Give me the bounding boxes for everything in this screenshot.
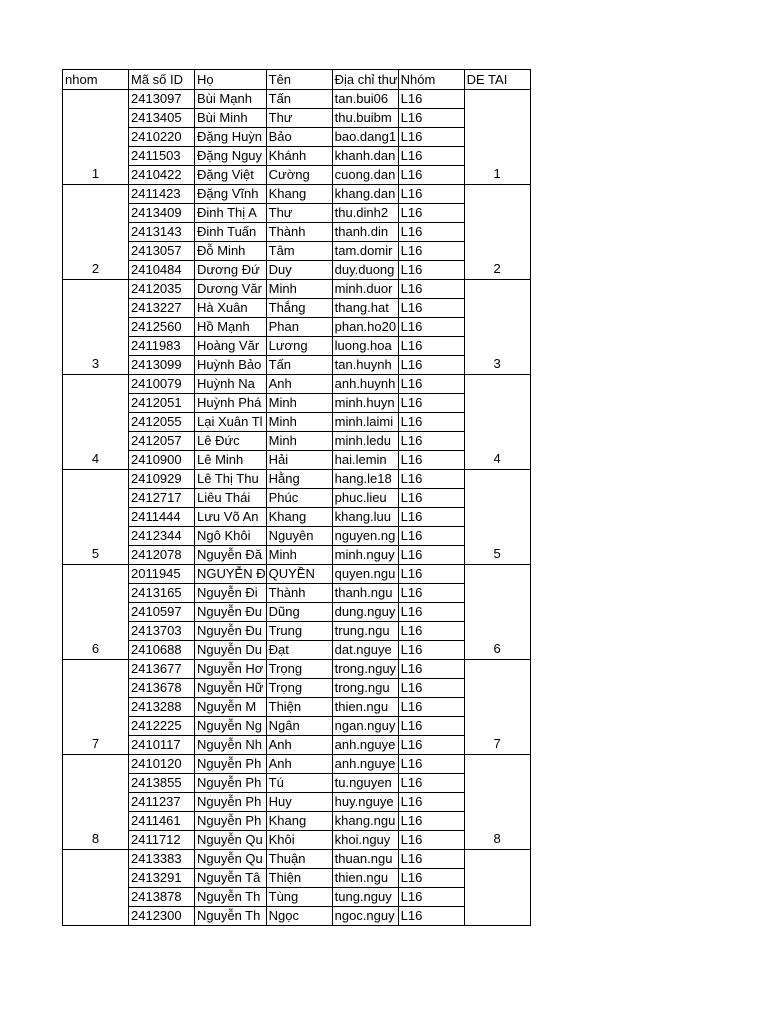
table-row: [63, 261, 531, 280]
email-cell: phuc.lieu: [332, 489, 398, 508]
topic-number-cell: 2: [464, 185, 530, 280]
student-id-cell: 2410900: [129, 451, 195, 470]
email-cell: anh.nguye: [332, 736, 398, 755]
email-cell: trung.ngu: [332, 622, 398, 641]
first-name-cell: Ngân: [266, 717, 332, 736]
class-cell: L16: [398, 147, 464, 166]
table-row: [63, 641, 531, 660]
first-name-cell: Trọng: [266, 679, 332, 698]
email-cell: huy.nguye: [332, 793, 398, 812]
student-id-cell: 2413409: [129, 204, 195, 223]
email-cell: minh.ledu: [332, 432, 398, 451]
email-cell: dat.nguye: [332, 641, 398, 660]
last-name-cell: Lưu Võ An: [195, 508, 267, 527]
email-cell: tan.huynh: [332, 356, 398, 375]
table-row: [63, 166, 531, 185]
table-row: [63, 223, 531, 242]
email-cell: tan.bui06: [332, 90, 398, 109]
table-row: [63, 888, 531, 907]
last-name-cell: Hoàng Văr: [195, 337, 267, 356]
class-cell: L16: [398, 546, 464, 565]
email-cell: thuan.ngu: [332, 850, 398, 869]
last-name-cell: Nguyễn Qu: [195, 850, 267, 869]
email-cell: phan.ho20: [332, 318, 398, 337]
table-row: [63, 489, 531, 508]
class-cell: L16: [398, 90, 464, 109]
header-ten: Tên: [266, 70, 332, 90]
first-name-cell: Trung: [266, 622, 332, 641]
first-name-cell: Khang: [266, 185, 332, 204]
class-cell: L16: [398, 698, 464, 717]
table-row: [63, 850, 531, 869]
first-name-cell: Minh: [266, 394, 332, 413]
table-row: [63, 660, 531, 679]
class-cell: L16: [398, 622, 464, 641]
last-name-cell: Nguyễn Th: [195, 907, 267, 926]
header-nhom-lop: Nhóm: [398, 70, 464, 90]
last-name-cell: Hà Xuân: [195, 299, 267, 318]
last-name-cell: Nguyễn Ph: [195, 774, 267, 793]
class-cell: L16: [398, 375, 464, 394]
table-row: [63, 736, 531, 755]
table-row: [63, 755, 531, 774]
first-name-cell: Anh: [266, 736, 332, 755]
group-number-cell: 7: [63, 660, 129, 755]
last-name-cell: Huỳnh Phá: [195, 394, 267, 413]
student-id-cell: 2413227: [129, 299, 195, 318]
student-id-cell: 2413703: [129, 622, 195, 641]
last-name-cell: Huỳnh Bảo: [195, 356, 267, 375]
first-name-cell: Khôi: [266, 831, 332, 850]
class-cell: L16: [398, 242, 464, 261]
header-row: [63, 70, 531, 90]
last-name-cell: Nguyễn Qu: [195, 831, 267, 850]
email-cell: ngoc.nguy: [332, 907, 398, 926]
first-name-cell: Khang: [266, 508, 332, 527]
class-cell: L16: [398, 204, 464, 223]
student-id-cell: 2410688: [129, 641, 195, 660]
first-name-cell: Thiện: [266, 698, 332, 717]
class-cell: L16: [398, 508, 464, 527]
class-cell: L16: [398, 185, 464, 204]
table-row: [63, 698, 531, 717]
email-cell: tam.domir: [332, 242, 398, 261]
first-name-cell: Tấn: [266, 90, 332, 109]
first-name-cell: Hải: [266, 451, 332, 470]
last-name-cell: Ngô Khôi: [195, 527, 267, 546]
group-number-cell: 6: [63, 565, 129, 660]
header-de-tai: DE TAI: [464, 70, 530, 90]
topic-number-cell: 7: [464, 660, 530, 755]
email-cell: thien.ngu: [332, 869, 398, 888]
table-row: [63, 90, 531, 109]
class-cell: L16: [398, 660, 464, 679]
last-name-cell: Hồ Mạnh: [195, 318, 267, 337]
group-number-cell: 8: [63, 755, 129, 850]
student-id-cell: 2413288: [129, 698, 195, 717]
group-number-cell: [63, 850, 129, 926]
header-nhom: nhom: [63, 70, 129, 90]
class-cell: L16: [398, 641, 464, 660]
last-name-cell: Nguyễn Tâ: [195, 869, 267, 888]
table-row: [63, 565, 531, 584]
last-name-cell: Đinh Tuấn: [195, 223, 267, 242]
last-name-cell: Đỗ Minh: [195, 242, 267, 261]
student-id-cell: 2412300: [129, 907, 195, 926]
student-group-table: [62, 69, 531, 926]
table-row: [63, 375, 531, 394]
student-id-cell: 2412055: [129, 413, 195, 432]
student-id-cell: 2411503: [129, 147, 195, 166]
student-id-cell: 2410929: [129, 470, 195, 489]
header-ho: Họ: [195, 70, 267, 90]
last-name-cell: Nguyễn M: [195, 698, 267, 717]
first-name-cell: Khánh: [266, 147, 332, 166]
topic-number-cell: 8: [464, 755, 530, 850]
last-name-cell: Lại Xuân Tl: [195, 413, 267, 432]
class-cell: L16: [398, 318, 464, 337]
topic-number-cell: 1: [464, 90, 530, 185]
email-cell: hai.lemin: [332, 451, 398, 470]
last-name-cell: Nguyễn Th: [195, 888, 267, 907]
topic-number-cell: 3: [464, 280, 530, 375]
table-row: [63, 413, 531, 432]
first-name-cell: Thành: [266, 584, 332, 603]
email-cell: thang.hat: [332, 299, 398, 318]
first-name-cell: Tú: [266, 774, 332, 793]
first-name-cell: Bảo: [266, 128, 332, 147]
last-name-cell: Lê Thị Thu: [195, 470, 267, 489]
class-cell: L16: [398, 489, 464, 508]
class-cell: L16: [398, 451, 464, 470]
first-name-cell: Thắng: [266, 299, 332, 318]
student-id-cell: 2410079: [129, 375, 195, 394]
table-row: [63, 451, 531, 470]
student-id-cell: 2413878: [129, 888, 195, 907]
student-id-cell: 2411712: [129, 831, 195, 850]
class-cell: L16: [398, 432, 464, 451]
first-name-cell: Ngọc: [266, 907, 332, 926]
student-id-cell: 2410422: [129, 166, 195, 185]
class-cell: L16: [398, 223, 464, 242]
first-name-cell: Huy: [266, 793, 332, 812]
student-id-cell: 2411237: [129, 793, 195, 812]
first-name-cell: Dũng: [266, 603, 332, 622]
table-row: [63, 717, 531, 736]
class-cell: L16: [398, 584, 464, 603]
email-cell: trong.ngu: [332, 679, 398, 698]
email-cell: quyen.ngu: [332, 565, 398, 584]
table-row: [63, 242, 531, 261]
class-cell: L16: [398, 812, 464, 831]
last-name-cell: Nguyễn Nh: [195, 736, 267, 755]
first-name-cell: Hằng: [266, 470, 332, 489]
topic-number-cell: 5: [464, 470, 530, 565]
email-cell: cuong.dan: [332, 166, 398, 185]
email-cell: khang.ngu: [332, 812, 398, 831]
class-cell: L16: [398, 736, 464, 755]
email-cell: thanh.din: [332, 223, 398, 242]
student-id-cell: 2413165: [129, 584, 195, 603]
email-cell: thu.dinh2: [332, 204, 398, 223]
email-cell: hang.le18: [332, 470, 398, 489]
student-id-cell: 2413097: [129, 90, 195, 109]
table-row: [63, 318, 531, 337]
class-cell: L16: [398, 679, 464, 698]
table-row: [63, 812, 531, 831]
class-cell: L16: [398, 527, 464, 546]
first-name-cell: Đạt: [266, 641, 332, 660]
last-name-cell: Nguyễn Ph: [195, 812, 267, 831]
class-cell: L16: [398, 470, 464, 489]
last-name-cell: Nguyễn Du: [195, 641, 267, 660]
last-name-cell: Nguyễn Ph: [195, 793, 267, 812]
table-row: [63, 337, 531, 356]
first-name-cell: Anh: [266, 755, 332, 774]
last-name-cell: Nguyễn Đi: [195, 584, 267, 603]
first-name-cell: Minh: [266, 432, 332, 451]
table-row: [63, 774, 531, 793]
student-id-cell: 2413855: [129, 774, 195, 793]
table-row: [63, 204, 531, 223]
first-name-cell: Thiện: [266, 869, 332, 888]
last-name-cell: Nguyễn Đu: [195, 603, 267, 622]
table-row: [63, 622, 531, 641]
table-row: [63, 546, 531, 565]
student-id-cell: 2410597: [129, 603, 195, 622]
class-cell: L16: [398, 831, 464, 850]
first-name-cell: Thư: [266, 109, 332, 128]
table-row: [63, 356, 531, 375]
first-name-cell: Tấn: [266, 356, 332, 375]
last-name-cell: Nguyễn Ng: [195, 717, 267, 736]
last-name-cell: Liêu Thái: [195, 489, 267, 508]
topic-number-cell: 6: [464, 565, 530, 660]
email-cell: khanh.dan: [332, 147, 398, 166]
student-id-cell: 2413678: [129, 679, 195, 698]
first-name-cell: Khang: [266, 812, 332, 831]
first-name-cell: Lương: [266, 337, 332, 356]
table-row: [63, 508, 531, 527]
group-number-cell: 3: [63, 280, 129, 375]
header-dia-chi: Địa chỉ thư: [332, 70, 398, 90]
student-id-cell: 2413405: [129, 109, 195, 128]
email-cell: minh.nguy: [332, 546, 398, 565]
last-name-cell: Bùi Minh: [195, 109, 267, 128]
class-cell: L16: [398, 755, 464, 774]
first-name-cell: Minh: [266, 280, 332, 299]
class-cell: L16: [398, 337, 464, 356]
table-row: [63, 185, 531, 204]
table-row: [63, 603, 531, 622]
student-id-cell: 2412225: [129, 717, 195, 736]
group-number-cell: 4: [63, 375, 129, 470]
class-cell: L16: [398, 128, 464, 147]
last-name-cell: Dương Đứ: [195, 261, 267, 280]
table-row: [63, 527, 531, 546]
student-id-cell: 2413057: [129, 242, 195, 261]
student-id-cell: 2412078: [129, 546, 195, 565]
student-id-cell: 2412560: [129, 318, 195, 337]
last-name-cell: NGUYỄN Đ: [195, 565, 267, 584]
student-id-cell: 2412051: [129, 394, 195, 413]
table-row: [63, 432, 531, 451]
table-row: [63, 147, 531, 166]
student-id-cell: 2413099: [129, 356, 195, 375]
class-cell: L16: [398, 299, 464, 318]
table-row: [63, 869, 531, 888]
topic-number-cell: 4: [464, 375, 530, 470]
class-cell: L16: [398, 166, 464, 185]
student-id-cell: 2410220: [129, 128, 195, 147]
last-name-cell: Nguyễn Ph: [195, 755, 267, 774]
email-cell: minh.duor: [332, 280, 398, 299]
class-cell: L16: [398, 793, 464, 812]
table-row: [63, 907, 531, 926]
email-cell: anh.huynh: [332, 375, 398, 394]
table-row: [63, 299, 531, 318]
last-name-cell: Bùi Mạnh: [195, 90, 267, 109]
student-id-cell: 2410484: [129, 261, 195, 280]
class-cell: L16: [398, 603, 464, 622]
table-row: [63, 584, 531, 603]
student-id-cell: 2412035: [129, 280, 195, 299]
email-cell: thanh.ngu: [332, 584, 398, 603]
last-name-cell: Nguyễn Hơ: [195, 660, 267, 679]
last-name-cell: Nguyễn Hữ: [195, 679, 267, 698]
first-name-cell: Anh: [266, 375, 332, 394]
last-name-cell: Lê Minh: [195, 451, 267, 470]
table-row: [63, 109, 531, 128]
student-id-cell: 2412344: [129, 527, 195, 546]
class-cell: L16: [398, 565, 464, 584]
student-id-cell: 2411461: [129, 812, 195, 831]
first-name-cell: Phan: [266, 318, 332, 337]
email-cell: khang.luu: [332, 508, 398, 527]
email-cell: thien.ngu: [332, 698, 398, 717]
email-cell: khoi.nguy: [332, 831, 398, 850]
table-row: [63, 128, 531, 147]
first-name-cell: Minh: [266, 546, 332, 565]
email-cell: minh.laimi: [332, 413, 398, 432]
first-name-cell: Duy: [266, 261, 332, 280]
group-number-cell: 5: [63, 470, 129, 565]
topic-number-cell: [464, 850, 530, 926]
group-number-cell: 2: [63, 185, 129, 280]
last-name-cell: Huỳnh Na: [195, 375, 267, 394]
last-name-cell: Đặng Nguy: [195, 147, 267, 166]
table-row: [63, 679, 531, 698]
email-cell: nguyen.ng: [332, 527, 398, 546]
first-name-cell: Phúc: [266, 489, 332, 508]
email-cell: anh.nguye: [332, 755, 398, 774]
table-row: [63, 793, 531, 812]
group-number-cell: 1: [63, 90, 129, 185]
student-id-cell: 2411444: [129, 508, 195, 527]
class-cell: L16: [398, 261, 464, 280]
email-cell: ngan.nguy: [332, 717, 398, 736]
email-cell: bao.dang1: [332, 128, 398, 147]
email-cell: khang.dan: [332, 185, 398, 204]
last-name-cell: Đặng Việt: [195, 166, 267, 185]
table-row: [63, 394, 531, 413]
last-name-cell: Lê Đức: [195, 432, 267, 451]
class-cell: L16: [398, 907, 464, 926]
student-id-cell: 2411423: [129, 185, 195, 204]
student-id-cell: 2011945: [129, 565, 195, 584]
student-id-cell: 2411983: [129, 337, 195, 356]
last-name-cell: Đinh Thị A: [195, 204, 267, 223]
class-cell: L16: [398, 850, 464, 869]
first-name-cell: Nguyên: [266, 527, 332, 546]
first-name-cell: Trọng: [266, 660, 332, 679]
last-name-cell: Dương Văr: [195, 280, 267, 299]
class-cell: L16: [398, 888, 464, 907]
class-cell: L16: [398, 280, 464, 299]
last-name-cell: Đặng Vĩnh: [195, 185, 267, 204]
class-cell: L16: [398, 717, 464, 736]
first-name-cell: Thư: [266, 204, 332, 223]
first-name-cell: Cường: [266, 166, 332, 185]
email-cell: luong.hoa: [332, 337, 398, 356]
email-cell: tu.nguyen: [332, 774, 398, 793]
student-id-cell: 2412057: [129, 432, 195, 451]
table-row: [63, 470, 531, 489]
class-cell: L16: [398, 869, 464, 888]
email-cell: trong.nguy: [332, 660, 398, 679]
table-row: [63, 831, 531, 850]
class-cell: L16: [398, 413, 464, 432]
last-name-cell: Nguyễn Đă: [195, 546, 267, 565]
first-name-cell: Thành: [266, 223, 332, 242]
first-name-cell: QUYỀN: [266, 565, 332, 584]
class-cell: L16: [398, 109, 464, 128]
class-cell: L16: [398, 774, 464, 793]
student-id-cell: 2413677: [129, 660, 195, 679]
student-id-cell: 2410117: [129, 736, 195, 755]
class-cell: L16: [398, 356, 464, 375]
email-cell: duy.duong: [332, 261, 398, 280]
email-cell: tung.nguy: [332, 888, 398, 907]
header-ma-so-id: Mã số ID: [129, 70, 195, 90]
first-name-cell: Tâm: [266, 242, 332, 261]
student-id-cell: 2412717: [129, 489, 195, 508]
table-row: [63, 280, 531, 299]
student-id-cell: 2413143: [129, 223, 195, 242]
first-name-cell: Thuận: [266, 850, 332, 869]
last-name-cell: Đặng Huỳn: [195, 128, 267, 147]
last-name-cell: Nguyễn Đu: [195, 622, 267, 641]
student-id-cell: 2413383: [129, 850, 195, 869]
first-name-cell: Minh: [266, 413, 332, 432]
class-cell: L16: [398, 394, 464, 413]
student-id-cell: 2410120: [129, 755, 195, 774]
student-id-cell: 2413291: [129, 869, 195, 888]
email-cell: minh.huyn: [332, 394, 398, 413]
first-name-cell: Tùng: [266, 888, 332, 907]
email-cell: thu.buibm: [332, 109, 398, 128]
email-cell: dung.nguy: [332, 603, 398, 622]
